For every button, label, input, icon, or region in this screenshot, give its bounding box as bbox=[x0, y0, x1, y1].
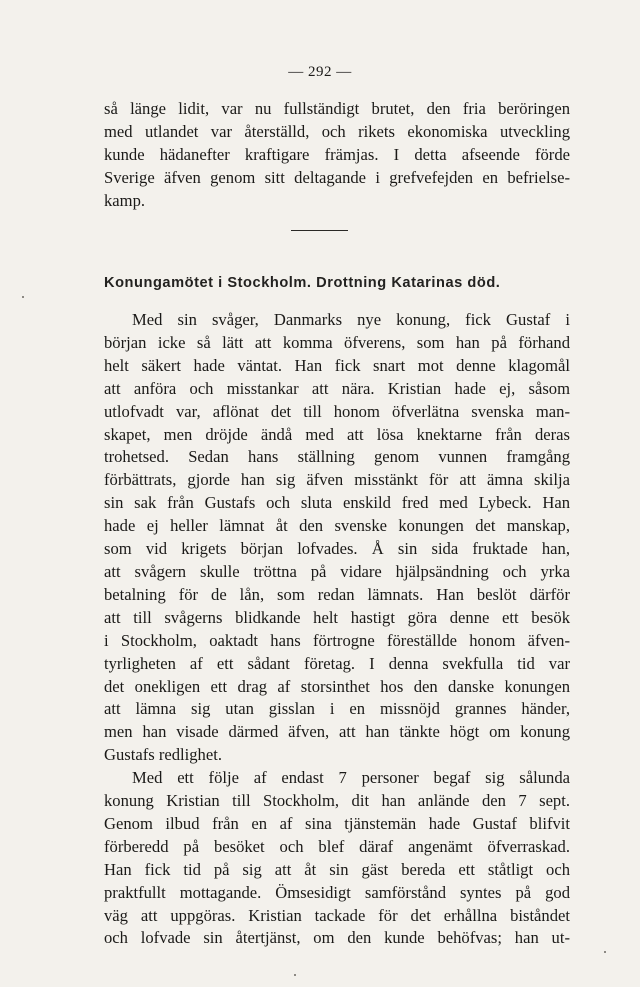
text-line: men han visade därmed äfven, att han tänkte högt om konung bbox=[104, 722, 570, 742]
text-line: konung Kristian till Stockholm, dit han anlände den 7 sept. bbox=[104, 791, 570, 811]
text-line: förberedd på besöket och blef däraf angenämt öfverraskad. bbox=[104, 836, 570, 856]
text-line: som vid krigets början lofvades. Å sin sida fruktade han, bbox=[104, 539, 570, 559]
text-line: trohetsed. Sedan hans ställning genom vunnen framgång bbox=[104, 447, 570, 467]
text-line: förbättrats, gjorde han sig äfven misstänkt för att ämna skilja bbox=[104, 470, 570, 490]
text-line: utlofvadt var, aflönat det till honom öfverlätna svenska man- bbox=[104, 401, 570, 421]
intro-paragraph bbox=[104, 98, 570, 213]
text-line: praktfullt mottagande. Ömsesidigt samförstånd syntes på god bbox=[104, 882, 570, 902]
text-line: Gustafs redlighet. bbox=[104, 745, 222, 765]
paragraph bbox=[104, 98, 570, 213]
paper-speck bbox=[22, 296, 24, 298]
body-text bbox=[104, 309, 570, 950]
text-line: väg att uppgöras. Kristian tackade för det erhållna biståndet bbox=[104, 905, 570, 925]
text-line: betalning för de lån, som redan lämnats. Han beslöt därför bbox=[104, 584, 570, 604]
text-line: Med sin svåger, Danmarks nye konung, fick Gustaf i bbox=[132, 310, 570, 329]
text-line: Med ett följe af endast 7 personer begaf sig sålunda bbox=[132, 768, 570, 788]
section-divider bbox=[291, 230, 348, 231]
text-line: början icke så lätt att komma öfverens, som han på förhand bbox=[104, 332, 570, 352]
text-line: med utlandet var återställd, och rikets ekonomiska utveckling bbox=[104, 121, 570, 141]
text-line: att anföra och misstankar att nära. Kristian hade ej, såsom bbox=[104, 378, 570, 398]
page-number: — 292 — bbox=[288, 64, 352, 80]
text-line: hade ej heller lämnat åt den svenske konungen det manskap, bbox=[104, 516, 570, 536]
text-line: sin sak från Gustafs och sluta enskild fred med Lybeck. Han bbox=[104, 493, 570, 513]
text-line: i Stockholm, oaktadt hans förtrogne föreställde honom äfven- bbox=[104, 630, 570, 650]
text-line: Han fick tid på sig att åt sin gäst bereda ett ståtligt och bbox=[104, 859, 570, 879]
text-line: kunde hädanefter kraftigare främjas. I detta afseende förde bbox=[104, 144, 570, 164]
paragraph bbox=[104, 767, 570, 950]
section-heading: Konungamötet i Stockholm. Drottning Katarinas död. bbox=[104, 275, 501, 291]
text-line: att till svågerns blidkande helt hastigt göra denne ett besök bbox=[104, 607, 570, 627]
text-line: helt säkert hade väntat. Han fick snart mot denne klagomål bbox=[104, 355, 570, 375]
text-line: att lämna sig utan gisslan i en missnöjd grannes händer, bbox=[104, 699, 570, 719]
text-line: att svågern skulle tröttna på vidare hjälpsändning och yrka bbox=[104, 561, 570, 581]
paragraph bbox=[104, 309, 570, 767]
text-line: och lofvade sin återtjänst, om den kunde behöfvas; han ut- bbox=[104, 928, 570, 948]
text-line: tyrligheten af ett sådant företag. I denna svekfulla tid var bbox=[104, 653, 570, 673]
text-line: det onekligen ett drag af storsinthet hos den danske konungen bbox=[104, 676, 570, 696]
text-line: kamp. bbox=[104, 190, 146, 210]
text-line: skapet, men dröjde ändå med att lösa knektarne från deras bbox=[104, 424, 570, 444]
text-line: så länge lidit, var nu fullständigt brutet, den fria beröringen bbox=[104, 99, 570, 118]
paper-speck bbox=[604, 951, 606, 953]
text-line: Genom ilbud från en af sina tjänstemän hade Gustaf blifvit bbox=[104, 813, 570, 833]
paper-speck bbox=[294, 974, 296, 976]
text-line: Sverige äfven genom sitt deltagande i grefvefejden en befrielse- bbox=[104, 167, 570, 187]
